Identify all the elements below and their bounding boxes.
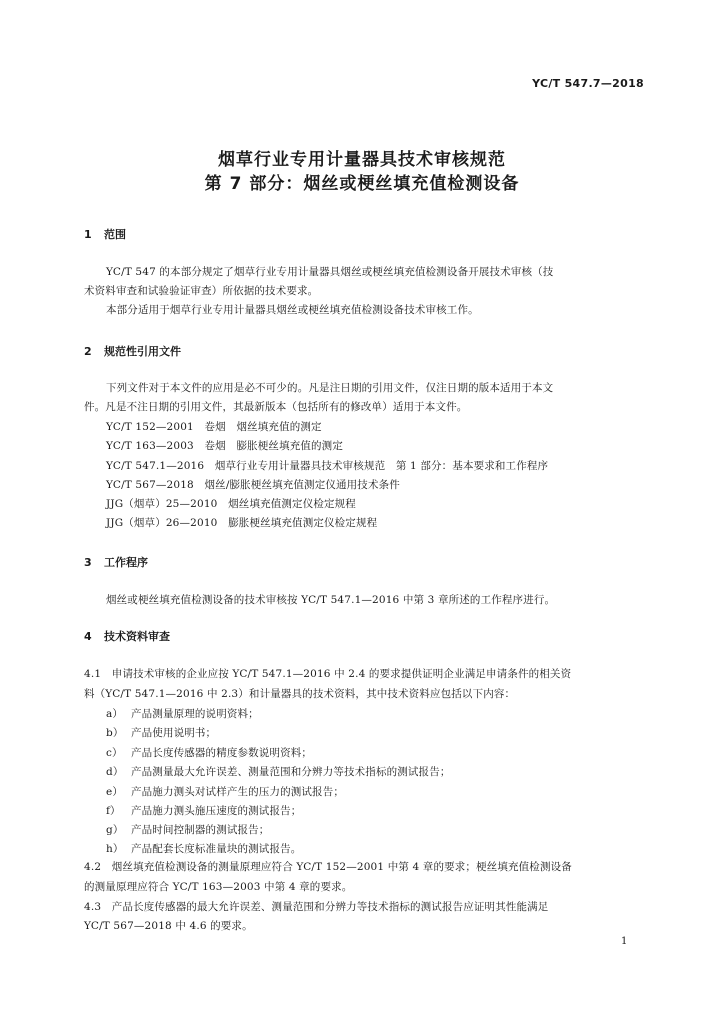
reference-item: YC/T 152—2001 卷烟 烟丝填充值的测定 [106, 421, 322, 433]
reference-item: YC/T 547.1—2016 烟草行业专用计量器具技术审核规范 第 1 部分：基本要求和工作程序 [106, 460, 549, 472]
clause-line: 的测量原理应符合 YC/T 163—2003 中第 4 章的要求。 [84, 881, 353, 893]
list-item [106, 841, 301, 856]
reference-item: JJG（烟草）25—2010 烟丝填充值测定仪检定规程 [106, 498, 356, 510]
list-item-text: 产品使用说明书； [131, 727, 217, 739]
document-title: 烟草行业专用计量器具技术审核规范 [218, 150, 506, 170]
list-item-text: 产品长度传感器的精度参数说明资料； [131, 747, 313, 759]
document-subtitle: 第 7 部分：烟丝或梗丝填充值检测设备 [204, 174, 520, 194]
section-number: 2 [84, 345, 92, 358]
clause-line: 料（YC/T 547.1—2016 中 2.3）和计量器具的技术资料，其中技术资料应包括以下内容： [84, 688, 516, 700]
section-number: 1 [84, 228, 92, 241]
reference-item: YC/T 567—2018 烟丝/膨胀梗丝填充值测定仪通用技术条件 [106, 479, 400, 491]
clause-line: 4.3 产品长度传感器的最大允许误差、测量范围和分辨力等技术指标的测试报告应证明其性能满足 [84, 901, 549, 913]
list-item [106, 822, 269, 837]
list-item-label: c） [106, 747, 123, 759]
list-item-text: 产品施力测头施压速度的测试报告； [131, 805, 302, 817]
list-item [106, 764, 451, 779]
section-title: 工作程序 [104, 556, 148, 569]
list-item-label: f） [106, 805, 121, 817]
section-heading-scope [84, 226, 126, 242]
section-heading-work-procedure [84, 554, 148, 570]
standard-code: YC/T 547.7—2018 [532, 77, 644, 90]
list-item-label: d） [106, 766, 124, 778]
paragraph-line: 件。凡是不注日期的引用文件，其最新版本（包括所有的修改单）适用于本文件。 [84, 401, 468, 413]
list-item [106, 725, 216, 740]
paragraph-line: 下列文件对于本文件的应用是必不可少的。凡是注日期的引用文件，仅注日期的版本适用于本文 [106, 382, 554, 394]
list-item-label: g） [106, 824, 124, 836]
list-item-label: b） [106, 727, 124, 739]
list-item-text: 产品配套长度标准量块的测试报告。 [131, 843, 302, 855]
reference-item: YC/T 163—2003 卷烟 膨胀梗丝填充值的测定 [106, 440, 343, 452]
list-item [106, 784, 344, 799]
list-item-text: 产品时间控制器的测试报告； [131, 824, 270, 836]
paragraph-line: 本部分适用于烟草行业专用计量器具烟丝或梗丝填充值检测设备技术审核工作。 [106, 304, 479, 316]
list-item [106, 803, 301, 818]
list-item-label: a） [106, 708, 124, 720]
paragraph-line: YC/T 547 的本部分规定了烟草行业专用计量器具烟丝或梗丝填充值检测设备开展技术审核（技 [106, 266, 554, 278]
section-number: 3 [84, 556, 92, 569]
section-title: 范围 [104, 228, 126, 241]
paragraph-line: 烟丝或梗丝填充值检测设备的技术审核按 YC/T 547.1—2016 中第 3 章所述的工作程序进行。 [106, 594, 556, 606]
section-heading-normative-references [84, 343, 181, 359]
section-heading-technical-document-review [84, 628, 170, 644]
reference-item: JJG（烟草）26—2010 膨胀梗丝填充值测定仪检定规程 [106, 517, 378, 529]
list-item [106, 706, 259, 721]
clause-line: 4.2 烟丝填充值检测设备的测量原理应符合 YC/T 152—2001 中第 4 章的要求；梗丝填充值检测设备 [84, 861, 572, 873]
list-item-text: 产品测量最大允许误差、测量范围和分辨力等技术指标的测试报告； [131, 766, 451, 778]
list-item-text: 产品测量原理的说明资料； [131, 708, 259, 720]
list-item-label: h） [106, 843, 124, 855]
clause-line: YC/T 567—2018 中 4.6 的要求。 [84, 920, 253, 932]
page-number: 1 [621, 936, 628, 947]
section-title: 技术资料审查 [104, 630, 170, 643]
list-item-text: 产品施力测头对试样产生的压力的测试报告； [131, 786, 344, 798]
clause-line: 4.1 申请技术审核的企业应按 YC/T 547.1—2016 中 2.4 的要求提供证明企业满足申请条件的相关资 [84, 668, 572, 680]
list-item [106, 745, 312, 760]
section-number: 4 [84, 630, 92, 643]
list-item-label: e） [106, 786, 124, 798]
paragraph-line: 术资料审查和试验验证审查）所依据的技术要求。 [84, 285, 319, 297]
section-title: 规范性引用文件 [104, 345, 181, 358]
